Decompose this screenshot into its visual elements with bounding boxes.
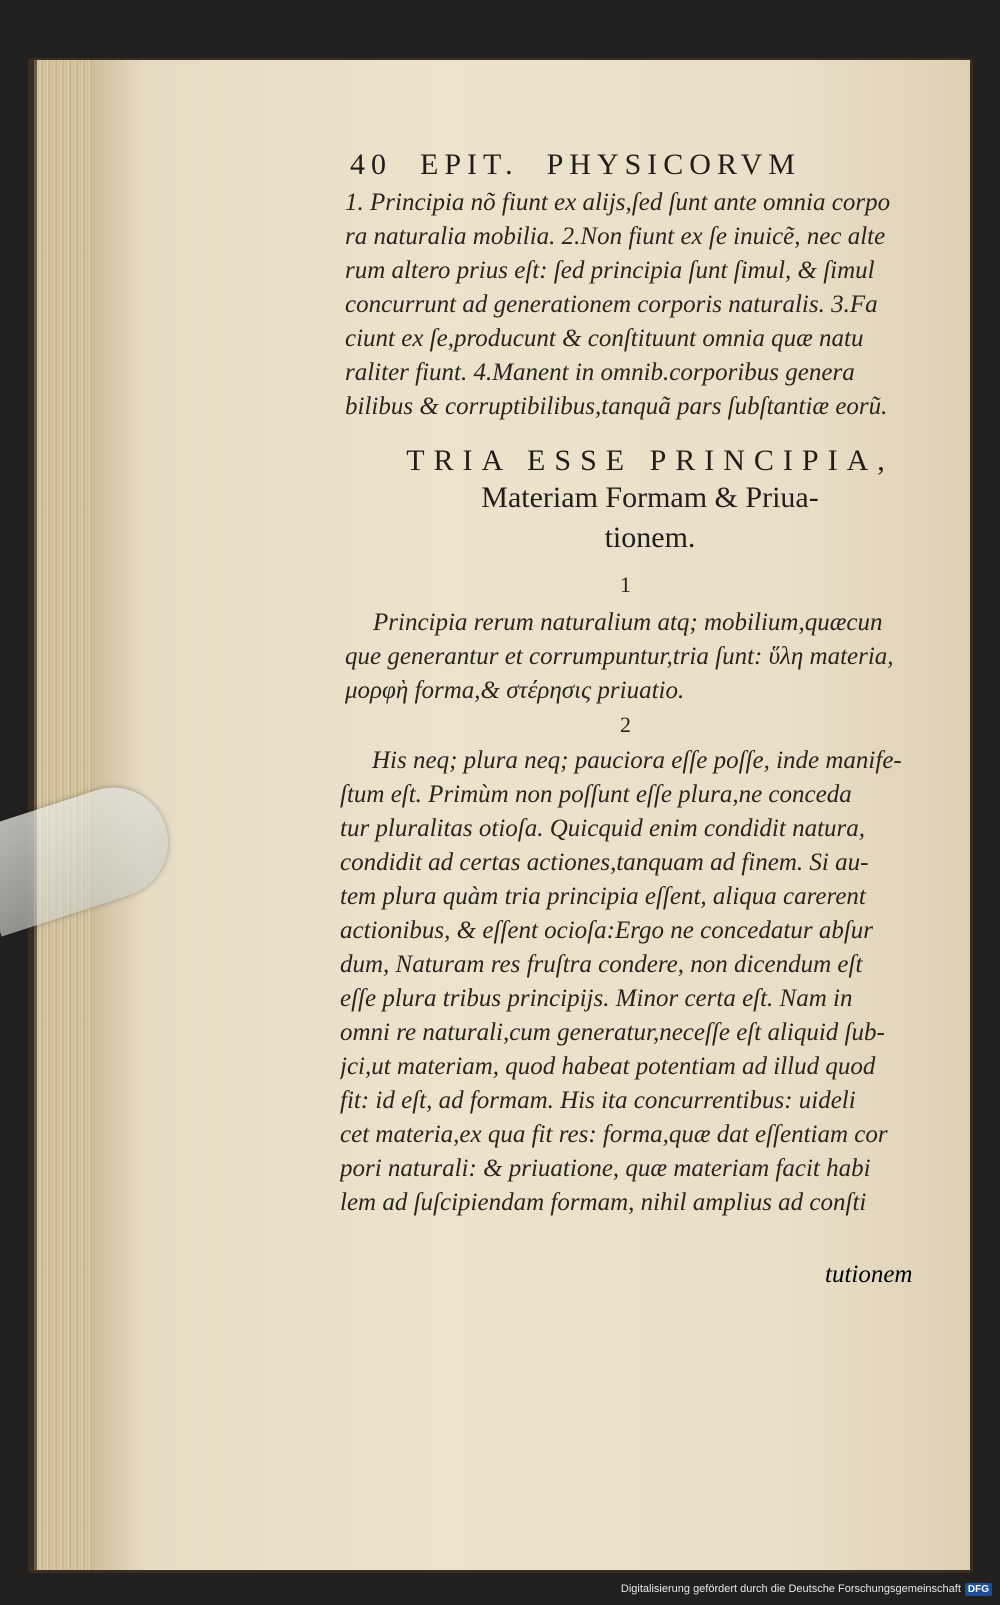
text-line: rum altero prius eſt: ſed principia ſunt ſimul, & ſimul bbox=[345, 257, 875, 284]
text-line: que generantur et corrumpuntur,tria ſunt: ὕλη materia, bbox=[345, 643, 894, 670]
footer-credit bbox=[621, 1579, 992, 1599]
text-line: condidit ad certas actiones,tanquam ad finem. Si au- bbox=[340, 849, 869, 876]
paragraph-top bbox=[345, 186, 945, 424]
footer-credit-text: Digitalisierung gefördert durch die Deutsche Forschungsgemeinschaft bbox=[620, 1583, 961, 1595]
paragraph-2 bbox=[340, 744, 940, 1220]
text-line: dum, Naturam res fruſtra condere, non dicendum eſt bbox=[340, 951, 863, 978]
text-line: Principia rerum naturalium atq; mobilium,quæcun bbox=[373, 609, 883, 636]
section-numeral-2: 2 bbox=[620, 712, 631, 737]
text-line: fit: id eſt, ad formam. His ita concurrentibus: uideli bbox=[340, 1087, 856, 1114]
text-line: raliter fiunt. 4.Manent in omnib.corporibus genera bbox=[345, 359, 855, 386]
text-line: pori naturali: & priuatione, quæ materiam facit habi bbox=[340, 1155, 871, 1182]
section-title-line1: TRIA ESSE PRINCIPIA, bbox=[406, 444, 894, 477]
text-line: cet materia,ex qua fit res: forma,quæ dat eſſentiam cor bbox=[340, 1121, 888, 1148]
running-header bbox=[350, 148, 950, 188]
text-line: ra naturalia mobilia. 2.Non fiunt ex ſe inuicẽ, nec alte bbox=[345, 223, 886, 250]
text-line: tur pluralitas otioſa. Quicquid enim condidit natura, bbox=[340, 815, 865, 842]
text-line: bilibus & corruptibilibus,tanquã pars ſubſtantiæ eorũ. bbox=[345, 393, 888, 420]
catchword: tutionem bbox=[825, 1261, 913, 1288]
text-line: μορφὴ forma,& στέρησις priuatio. bbox=[345, 677, 685, 704]
text-line: ciunt ex ſe,producunt & conſtituunt omnia quæ natu bbox=[345, 325, 864, 352]
dfg-logo-icon: DFG bbox=[965, 1583, 992, 1596]
text-line: ſtum eſt. Primùm non poſſunt eſſe plura,ne conceda bbox=[340, 781, 852, 808]
section-heading bbox=[380, 444, 920, 558]
section-title-line2: Materiam Formam & Priua- bbox=[481, 481, 819, 514]
running-title-right: PHYSICORVM bbox=[546, 148, 801, 181]
text-line: lem ad ſuſcipiendam formam, nihil amplius ad conſti bbox=[340, 1189, 867, 1216]
text-line: concurrunt ad generationem corporis naturalis. 3.Fa bbox=[345, 291, 878, 318]
text-line: eſſe plura tribus principijs. Minor certa eſt. Nam in bbox=[340, 985, 853, 1012]
paragraph-1 bbox=[345, 606, 945, 708]
text-line: jci,ut materiam, quod habeat potentiam ad illud quod bbox=[340, 1053, 876, 1080]
text-line: tem plura quàm tria principia eſſent, aliqua carerent bbox=[340, 883, 866, 910]
text-line: His neq; plura neq; pauciora eſſe poſſe, inde manife- bbox=[372, 747, 902, 774]
text-line: actionibus, & eſſent ocioſa:Ergo ne concedatur abſur bbox=[340, 917, 874, 944]
section-numeral-1: 1 bbox=[620, 572, 631, 597]
text-line: omni re naturali,cum generatur,neceſſe eſt aliquid ſub- bbox=[340, 1019, 885, 1046]
running-title-left: EPIT. bbox=[420, 148, 519, 181]
text-line: 1. Principia nõ fiunt ex alijs,ſed ſunt ante omnia corpo bbox=[345, 189, 891, 216]
page-number: 40 bbox=[350, 148, 392, 181]
section-title-line3: tionem. bbox=[604, 521, 696, 554]
